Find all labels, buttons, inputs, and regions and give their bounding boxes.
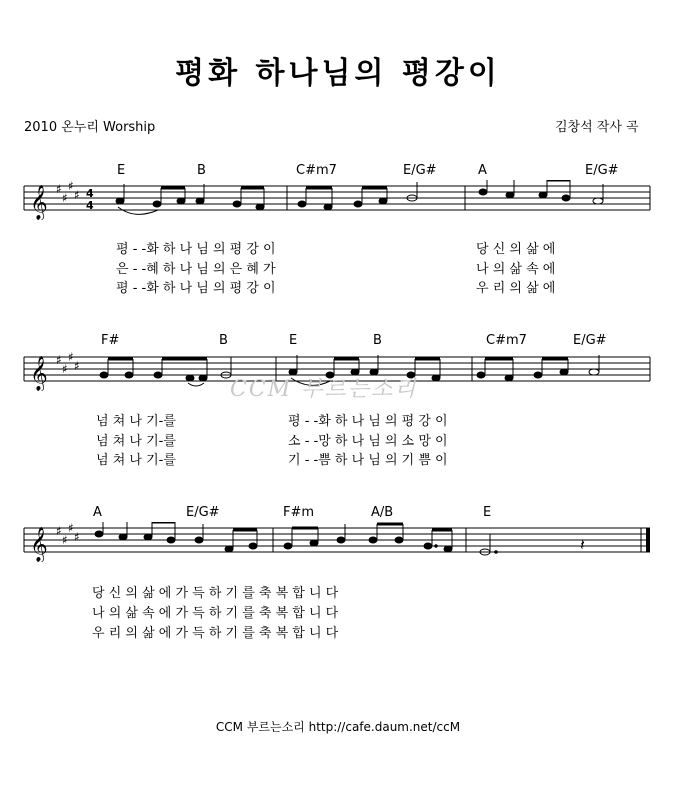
chord: A/B [371, 505, 394, 520]
chord: E/G# [186, 505, 220, 520]
chord: E [483, 505, 492, 520]
chord: B [219, 333, 228, 348]
chord: E/G# [573, 333, 607, 348]
chord: E/G# [403, 163, 437, 178]
lyric-line: 평 - -화 하 나 님 의 평 강 이 [116, 281, 276, 296]
svg-text:♯: ♯ [62, 533, 68, 547]
song-title: 평화 하나님의 평강이 [175, 56, 501, 91]
svg-text:♯: ♯ [68, 351, 74, 364]
svg-text:♯: ♯ [74, 530, 80, 544]
treble-clef-icon: 𝄞 [30, 356, 48, 391]
chord: E [117, 163, 126, 178]
lyric-line: 넘 쳐 나 기-를 [96, 414, 176, 429]
svg-text:4: 4 [86, 199, 94, 212]
lyric-line: 우 리 의 삶 에 가 득 하 기 를 축 복 합 니 다 [92, 626, 339, 641]
svg-text:♯: ♯ [68, 522, 74, 535]
footer-credit: CCM 부르는소리 http://cafe.daum.net/ccM [215, 720, 461, 734]
lyric-line: 평 - -화 하 나 님 의 평 강 이 [288, 414, 448, 429]
svg-text:♯: ♯ [56, 353, 62, 367]
lyric-line: 넘 쳐 나 기-를 [96, 453, 176, 468]
lyric-line: 당 신 의 삶 에 가 득 하 기 를 축 복 합 니 다 [92, 586, 339, 601]
chord: C#m7 [486, 333, 527, 348]
chord: F#m [283, 505, 315, 520]
lyric-line: 평 - -화 하 나 님 의 평 강 이 [116, 242, 276, 257]
watermark: CCM 부르는소리 [230, 377, 418, 402]
lyric-line: 나 의 삶 속 에 [476, 262, 556, 277]
source-label: 2010 온누리 Worship [24, 120, 156, 135]
staff-3 [0, 522, 676, 562]
lyric-line: 나 의 삶 속 에 가 득 하 기 를 축 복 합 니 다 [92, 606, 339, 621]
chord: F# [101, 333, 120, 348]
lyric-line: 당 신 의 삶 에 [476, 242, 556, 257]
svg-text:♯: ♯ [62, 191, 68, 205]
staff-1 [0, 180, 676, 220]
svg-text:♯: ♯ [68, 180, 74, 193]
chord: A [93, 505, 102, 520]
lyric-line: 소 - -망 하 나 님 의 소 망 이 [288, 434, 448, 449]
lyric-line: 넘 쳐 나 기-를 [96, 434, 176, 449]
chord: E/G# [585, 163, 619, 178]
treble-clef-icon: 𝄞 [30, 185, 48, 220]
svg-text:♯: ♯ [74, 188, 80, 202]
treble-clef-icon: 𝄞 [30, 527, 48, 562]
svg-text:♯: ♯ [56, 182, 62, 196]
chord: E [289, 333, 298, 348]
lyric-line: 기 - -쁨 하 나 님 의 기 쁨 이 [288, 453, 448, 468]
svg-text:♯: ♯ [74, 359, 80, 373]
chord: B [373, 333, 382, 348]
chord: A [478, 163, 487, 178]
author-label: 김창석 작사 곡 [555, 120, 639, 135]
chord: C#m7 [296, 163, 337, 178]
svg-text:4: 4 [86, 187, 94, 200]
lyric-line: 은 - -혜 하 나 님 의 은 혜 가 [116, 262, 276, 277]
rest-icon: 𝄽 [580, 535, 585, 554]
svg-text:♯: ♯ [56, 524, 62, 538]
chord: B [197, 163, 206, 178]
lyric-line: 우 리 의 삶 에 [476, 281, 556, 296]
svg-text:♯: ♯ [62, 362, 68, 376]
